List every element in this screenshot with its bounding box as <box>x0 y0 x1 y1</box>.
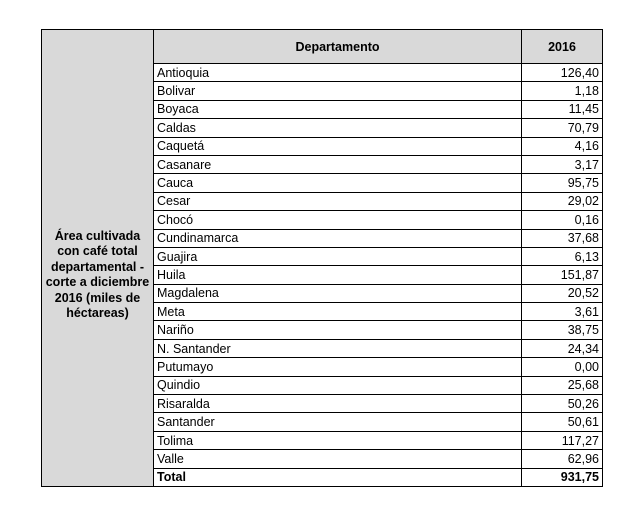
value-cell: 0,00 <box>574 359 599 374</box>
department-cell: Tolima <box>154 432 522 449</box>
table-row <box>154 138 602 156</box>
table-row <box>154 395 602 413</box>
department-cell: Cesar <box>154 193 522 210</box>
value-cell: 1,18 <box>574 84 599 99</box>
table-row <box>154 450 602 468</box>
table-row <box>154 358 602 376</box>
table-row <box>154 377 602 395</box>
table-row <box>154 101 602 119</box>
department-cell: Cauca <box>154 174 522 191</box>
value-cell: 20,52 <box>567 286 599 301</box>
value-cell: 29,02 <box>567 194 599 209</box>
table-row <box>154 119 602 137</box>
table-row <box>154 413 602 431</box>
value-cell: 3,61 <box>574 304 599 319</box>
table-row <box>154 321 602 339</box>
table-row <box>154 340 602 358</box>
department-cell: Caquetá <box>154 138 522 155</box>
table-row <box>154 303 602 321</box>
data-rows <box>154 64 602 486</box>
department-cell: Santander <box>154 413 522 430</box>
total-label: Total <box>154 469 522 486</box>
value-cell: 70,79 <box>567 120 599 135</box>
department-cell: Putumayo <box>154 358 522 375</box>
table-body <box>154 30 602 486</box>
value-cell: 24,34 <box>567 341 599 356</box>
table-row <box>154 193 602 211</box>
department-cell: Meta <box>154 303 522 320</box>
value-cell: 4,16 <box>574 139 599 154</box>
table-row <box>154 82 602 100</box>
table-row <box>154 64 602 82</box>
department-cell: Boyaca <box>154 101 522 118</box>
table-row <box>154 432 602 450</box>
value-cell: 25,68 <box>567 378 599 393</box>
department-cell: Bolivar <box>154 82 522 99</box>
department-column-header: Departamento <box>154 30 522 63</box>
value-cell: 11,45 <box>568 102 599 117</box>
department-cell: Guajira <box>154 248 522 265</box>
department-cell: Chocó <box>154 211 522 228</box>
department-cell: Cundinamarca <box>154 230 522 247</box>
value-cell: 37,68 <box>567 231 599 246</box>
table-row <box>154 174 602 192</box>
table-row <box>154 156 602 174</box>
department-cell: Magdalena <box>154 285 522 302</box>
department-cell: N. Santander <box>154 340 522 357</box>
total-row <box>154 469 602 486</box>
value-cell: 62,96 <box>567 451 599 466</box>
department-cell: Casanare <box>154 156 522 173</box>
department-cell: Valle <box>154 450 522 467</box>
value-cell: 126,40 <box>560 65 599 80</box>
value-cell: 50,26 <box>567 396 599 411</box>
table-row <box>154 211 602 229</box>
value-cell: 38,75 <box>567 323 599 338</box>
department-cell: Antioquia <box>154 64 522 81</box>
value-cell: 117,27 <box>561 433 599 448</box>
value-cell: 3,17 <box>574 157 599 172</box>
department-cell: Risaralda <box>154 395 522 412</box>
header-row <box>154 30 602 64</box>
value-cell: 6,13 <box>574 249 599 264</box>
total-value: 931,75 <box>560 470 599 485</box>
year-column-header: 2016 <box>548 39 576 54</box>
table-row <box>154 230 602 248</box>
table-row <box>154 285 602 303</box>
department-cell: Nariño <box>154 321 522 338</box>
department-cell: Quindio <box>154 377 522 394</box>
value-cell: 50,61 <box>567 415 599 430</box>
row-group-header <box>42 30 154 486</box>
table-row <box>154 266 602 284</box>
value-cell: 0,16 <box>574 212 599 227</box>
department-cell: Huila <box>154 266 522 283</box>
value-cell: 95,75 <box>567 176 599 191</box>
row-group-label: Área cultivada con café total departamental - corte a diciembre 2016 (miles de héctareas) <box>45 228 150 320</box>
coffee-area-table <box>41 29 603 487</box>
table-row <box>154 248 602 266</box>
value-cell: 151,87 <box>560 267 599 282</box>
department-cell: Caldas <box>154 119 522 136</box>
